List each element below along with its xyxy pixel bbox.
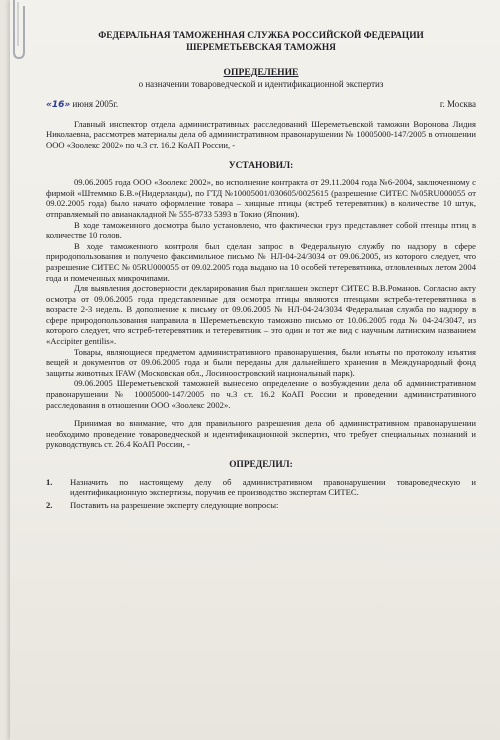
document-city: г. Москва [439,99,476,110]
decision-item [46,477,476,498]
paragraph: 09.06.2005 года ООО «Зоолекс 2002», во исполнение контракта от 29.11.2004 года №6-2004, заключенному с фирмой «Штеммко Б.В.»(Нидерланды), по ГТД №10005001/030605/0025615 (разрешение СИТЕС №05RU000055 от 09.02.2005 года) было начато оформление товара – хищные птицы (ястреб тетеревятник) в количестве 10 штук, отправляемый по авианакладной № 555-8733 5393 в Токио (Япония). [46,177,476,219]
document-date [46,99,118,111]
section-decided: ОПРЕДЕЛИЛ: [229,460,293,470]
letterhead-line-1: ФЕДЕРАЛЬНАЯ ТАМОЖЕННАЯ СЛУЖБА РОССИЙСКОЙ ФЕДЕРАЦИИ [98,31,424,41]
decision-text: Поставить на разрешение эксперту следующие вопросы: [70,499,279,510]
paragraph: В ходе таможенного контроля был сделан запрос в Федеральную службу по надзору в сфере природопользования и получено факсимильное письмо № НЛ-04-24/3034 от 09.06.2005, из которого следует, что разрешение СИТЕС № 05RU000055 от 09.02.2005 года выдано на 10 особей тетеревятника, отловленных летом 2004 года и помеченных микрочипами. [46,240,476,283]
document-content [46,30,476,510]
decision-text: Назначить по настоящему делу об административном правонарушении товароведческую и идентификационную экспертизы, поручив ее производство экспертам СИТЕС. [70,476,476,498]
paragraph: Принимая во внимание, что для правильного разрешения дела об административном правонарушении необходимо проведение товароведческой и идентификационной экспертиз, что требует специальных познаний и руководствуясь ст. 26.4 КоАП России, - [46,418,476,450]
section-established: УСТАНОВИЛ: [228,160,294,171]
decision-item [46,500,476,511]
intro-paragraph: Главный инспектор отдела административных расследований Шереметьевской таможни Воронова Лидия Николаевна, рассмотрев материалы дела об административном правонарушении № 10005000-147/2005 в отношении ООО «Зоолекс 2002» по ч.3 ст. 16.2 КоАП России, - [46,118,476,150]
document-subtitle: о назначении товароведческой и идентификационной экспертиз [138,78,384,89]
letterhead-line-2: ШЕРЕМЕТЬЕВСКАЯ ТАМОЖНЯ [186,43,336,53]
date-month-year: июня 2005г. [72,99,119,110]
date-row [46,99,476,111]
paragraph: Для выявления достоверности декларирования был приглашен эксперт СИТЕС В.В.Романов. Согласно акту осмотра от 09.06.2005 года представленные для осмотра птицы являются птенцами ястреба-тетеревятника в возрасте 2-3 недель. В дополнение к письму от 09.06.2005 № НЛ-04-24/3034 Федеральная служба по надзору в сфере природопользования направила в Шереметьевскую таможню письмо от 10.06.2005 года № 04-24/3047, из которого следует, что ястреб-тетеревятник и тетеревятник – это один и тот же вид с научным латинским названием «Accipiter gentilis». [46,283,476,347]
paragraph: 09.06.2005 Шереметьевской таможней вынесено определение о возбуждении дела об административном правонарушении № 10005000-147/2005 по ч.3 ст. 16.2 КоАП России и проведении административного расследования в отношении ООО «Зоолекс 2002». [46,378,476,410]
paragraph: В ходе таможенного досмотра было установлено, что фактически груз представляет собой птенцы птиц в количестве 10 голов. [46,219,476,241]
document-title: ОПРЕДЕЛЕНИЕ [223,67,299,78]
letterhead [46,30,476,54]
decision-number: 1. [46,476,53,487]
paragraph: Товары, являющиеся предметом административного правонарушения, были изъяты по протоколу изъятия вещей и документов от 09.06.2005 года и были переданы для дальнейшего хранения в Международный фонд защиты животных IFAW (Московская обл., Лосиноостровский национальный парк). [46,346,476,378]
document-sheet [10,0,500,740]
paper-clip-icon [10,0,26,62]
handwritten-day: «16» [46,100,71,111]
decision-number: 2. [46,499,53,510]
